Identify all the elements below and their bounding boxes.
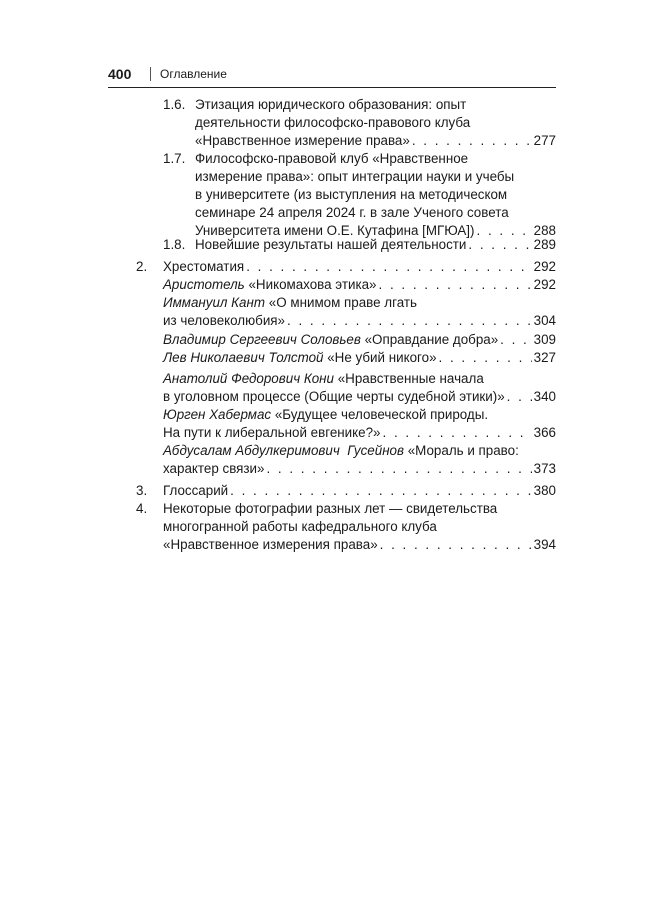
page-number: 400 [108, 66, 132, 82]
leader-dots [500, 331, 532, 349]
toc-entry-1-8 [108, 236, 556, 254]
leader-dots [468, 236, 531, 254]
toc-line: в уголовном процессе (Общие черты судебной этики)» [163, 389, 505, 404]
toc-number: 2. [136, 259, 148, 274]
toc-page-number: 380 [533, 483, 556, 498]
toc-page-number: 373 [533, 461, 556, 476]
toc-author: Анатолий Федорович Кони [163, 371, 334, 386]
toc-line: На пути к либеральной евгенике?» [163, 425, 381, 440]
header-title: Оглавление [160, 67, 227, 81]
toc-line: из человеколюбия» [163, 313, 286, 328]
toc-author: Абдусалам Абдулкеримович Гусейнов [163, 443, 404, 458]
toc-line: «О мнимом праве лгать [268, 295, 417, 310]
leader-dots [230, 482, 532, 500]
toc-page-number: 292 [533, 259, 556, 274]
toc-page-number: 292 [533, 277, 556, 292]
toc-page-number: 277 [533, 133, 556, 148]
toc-number: 4. [136, 501, 148, 516]
toc-line: Университета имени О.Е. Кутафина [МГЮА]) [195, 223, 475, 238]
toc-line: «Нравственное измерения права» [163, 537, 378, 552]
toc-author: Аристотель [163, 277, 245, 292]
toc-number: 1.8. [163, 237, 186, 252]
toc-line: многогранной работы кафедрального клуба [163, 519, 437, 534]
toc-page-number: 394 [533, 537, 556, 552]
toc-entry-tolstoy [163, 349, 556, 367]
toc-entry-habermas [163, 406, 556, 442]
toc-line: Новейшие результаты нашей деятельности [195, 237, 467, 252]
toc-page-number: 289 [533, 237, 556, 252]
leader-dots [412, 132, 532, 150]
toc-line: «Не убий никого» [327, 350, 437, 365]
toc-line: Некоторые фотографии разных лет — свидетельства [163, 501, 498, 516]
toc-line: характер связи» [163, 461, 265, 476]
toc-page-number: 366 [533, 425, 556, 440]
toc-line: «Оправдание добра» [364, 332, 499, 347]
toc-entry-1-7 [108, 150, 556, 240]
toc-line: «Нравственное измерение права» [195, 133, 410, 148]
leader-dots [266, 460, 531, 478]
toc-author: Юрген Хабермас [163, 407, 272, 422]
leader-dots [287, 312, 532, 330]
leader-dots [380, 536, 532, 554]
toc-entry-4 [108, 500, 556, 554]
toc-line: в университете (из выступления на методическом [195, 187, 508, 202]
leader-dots [246, 258, 531, 276]
toc-page-number: 288 [533, 223, 556, 238]
toc-page-number: 309 [533, 332, 556, 347]
toc-entry-solovyov [163, 331, 556, 349]
toc-page-number: 327 [533, 350, 556, 365]
toc-entry-kant [163, 294, 556, 330]
toc-line: Глоссарий [163, 483, 229, 498]
toc-page-number: 340 [533, 389, 556, 404]
toc-entry-3 [108, 482, 556, 500]
running-header [108, 66, 556, 86]
leader-dots [379, 276, 532, 294]
toc-entry-guseynov [163, 442, 556, 478]
leader-dots [507, 388, 532, 406]
toc-line: «Будущее человеческой природы. [274, 407, 489, 422]
toc-entry-2 [108, 258, 556, 276]
toc-author: Владимир Сергеевич Соловьев [163, 332, 361, 347]
toc-entry-1-6 [108, 96, 556, 150]
toc-author: Лев Николаевич Толстой [163, 350, 324, 365]
toc-line: «Никомахова этика» [248, 277, 377, 292]
leader-dots [439, 349, 532, 367]
toc-number: 3. [136, 483, 148, 498]
toc-line: Философско-правовой клуб «Нравственное [195, 151, 469, 166]
header-separator [150, 67, 151, 81]
toc-number: 1.7. [163, 151, 186, 166]
toc-line: «Нравственные начала [337, 371, 484, 386]
toc-line: Хрестоматия [163, 259, 245, 274]
leader-dots [383, 424, 532, 442]
toc-line: семинаре 24 апреля 2024 г. в зале Ученого совета [195, 205, 509, 220]
toc-number: 1.6. [163, 97, 186, 112]
toc-line: деятельности философско-правового клуба [195, 115, 471, 130]
toc-line: «Мораль и право: [407, 443, 519, 458]
header-rule [108, 87, 556, 88]
toc-entry-koni [163, 370, 556, 406]
toc-line: Этизация юридического образования: опыт [195, 97, 467, 112]
toc-author: Иммануил Кант [163, 295, 266, 310]
toc-page-number: 304 [533, 313, 556, 328]
toc-line: измерение права»: опыт интеграции науки и учебы [195, 169, 515, 184]
toc-entry-aristotle [163, 276, 556, 294]
